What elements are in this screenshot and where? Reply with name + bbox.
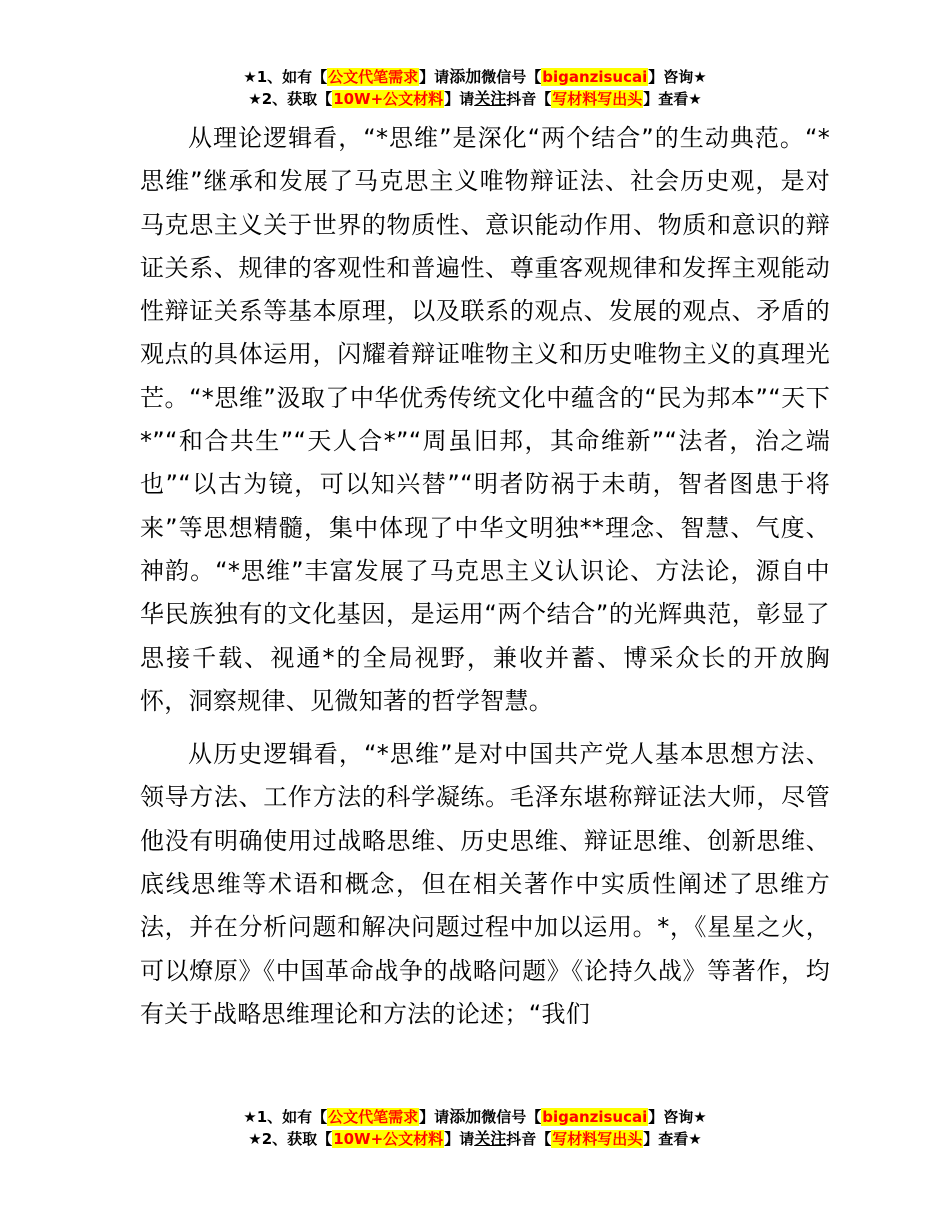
paragraph-historical-logic: 从历史逻辑看，“*思维”是对中国共产党人基本思想方法、领导方法、工作方法的科学凝练。毛泽东堪称辩证法大师，尽管他没有明确使用过战略思维、历史思维、辩证思维、创新思维、底线思维等术语和概念，但在相关著作中实质性阐述了思维方法，并在分析问题和解决问题过程中加以运用。*，《星星之火，可以燎原》《中国革命战争的战略问题》《论持久战》等著作，均有关于战略思维理论和方法的论述；“我们: [140, 740, 830, 1028]
banner-text: ★1、如有【: [243, 1108, 328, 1126]
banner-highlight: 10W+公文材料: [333, 1130, 444, 1148]
banner-emphasis: 关注: [474, 1129, 507, 1148]
banner-text: 抖音【: [506, 1130, 552, 1148]
banner-text: 抖音【: [506, 90, 552, 108]
banner-text: 】咨询★: [648, 68, 707, 86]
banner-highlight: 写材料写出头: [552, 90, 643, 108]
header-banner: [0, 66, 950, 110]
footer-banner: [0, 1106, 950, 1150]
banner-line-2: [0, 1128, 950, 1150]
banner-highlight: biganzisucai: [542, 1108, 648, 1126]
banner-text: 】请: [444, 1130, 475, 1148]
banner-emphasis: 添加: [449, 67, 482, 86]
document-body: [140, 117, 830, 1046]
banner-highlight: biganzisucai: [542, 68, 648, 86]
banner-highlight: 公文代笔需求: [328, 68, 419, 86]
banner-text: 】查看★: [643, 90, 702, 108]
banner-text: 】咨询★: [648, 1108, 707, 1126]
banner-line-2: [0, 88, 950, 110]
banner-text: 】查看★: [643, 1130, 702, 1148]
banner-text: 微信号【: [481, 1108, 542, 1126]
banner-text: 】请: [444, 90, 475, 108]
banner-highlight: 公文代笔需求: [328, 1108, 419, 1126]
banner-text: ★1、如有【: [243, 68, 328, 86]
banner-text: 】请: [419, 68, 450, 86]
banner-line-1: [0, 66, 950, 88]
banner-emphasis: 添加: [449, 1107, 482, 1126]
banner-highlight: 10W+公文材料: [333, 90, 444, 108]
banner-emphasis: 关注: [474, 89, 507, 108]
banner-text: ★2、获取【: [248, 1130, 333, 1148]
banner-text: 】请: [419, 1108, 450, 1126]
banner-text: 微信号【: [481, 68, 542, 86]
banner-text: ★2、获取【: [248, 90, 333, 108]
banner-line-1: [0, 1106, 950, 1128]
banner-highlight: 写材料写出头: [552, 1130, 643, 1148]
paragraph-theoretical-logic: 从理论逻辑看，“*思维”是深化“两个结合”的生动典范。“*思维”继承和发展了马克思主义唯物辩证法、社会历史观，是对马克思主义关于世界的物质性、意识能动作用、物质和意识的辩证关系、规律的客观性和普遍性、尊重客观规律和发挥主观能动性辩证关系等基本原理，以及联系的观点、发展的观点、矛盾的观点的具体运用，闪耀着辩证唯物主义和历史唯物主义的真理光芒。“*思维”汲取了中华优秀传统文化中蕴含的“民为邦本”“天下*”“和合共生”“天人合*”“周虽旧邦，其命维新”“法者，治之端也”“以古为镜，可以知兴替”“明者防祸于未萌，智者图患于将来”等思想精髓，集中体现了中华文明独**理念、智慧、气度、神韵。“*思维”丰富发展了马克思主义认识论、方法论，源自中华民族独有的文化基因，是运用“两个结合”的光辉典范，彰显了思接千载、视通*的全局视野，兼收并蓄、博采众长的开放胸怀，洞察规律、见微知著的哲学智慧。: [140, 124, 830, 715]
